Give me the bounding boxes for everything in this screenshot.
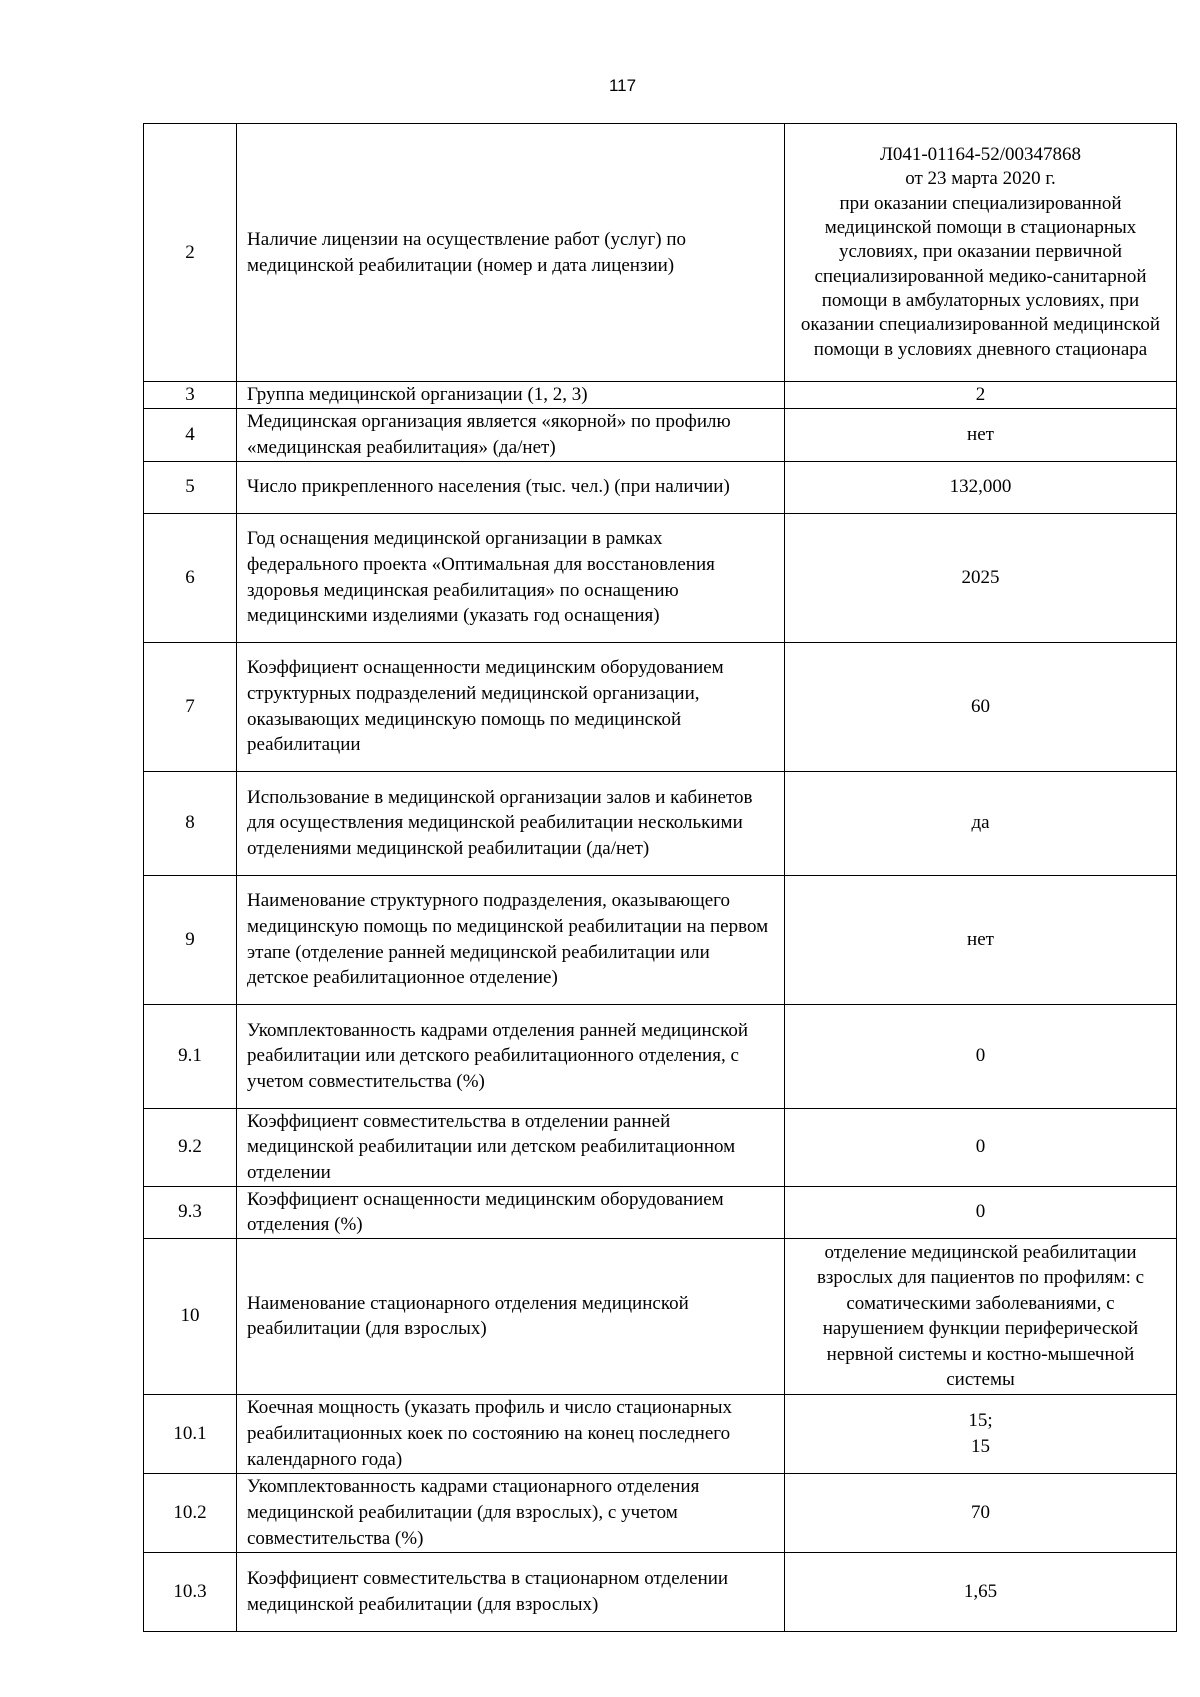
row-number: 10.1 bbox=[144, 1394, 237, 1473]
table-row bbox=[144, 1004, 1177, 1108]
row-value: 1,65 bbox=[785, 1552, 1177, 1631]
row-label: Группа медицинской организации (1, 2, 3) bbox=[237, 382, 785, 409]
row-value: 15; 15 bbox=[785, 1394, 1177, 1473]
row-label: Коэффициент оснащенности медицинским оборудованием структурных подразделений медицинской организации, оказывающих медицинскую помощь по медицинской реабилитации bbox=[237, 642, 785, 771]
row-number: 7 bbox=[144, 642, 237, 771]
row-number: 9.2 bbox=[144, 1108, 237, 1186]
row-number: 2 bbox=[144, 124, 237, 382]
table-row bbox=[144, 1552, 1177, 1631]
page-number: 117 bbox=[608, 76, 637, 95]
table-row bbox=[144, 875, 1177, 1004]
row-label: Год оснащения медицинской организации в рамках федерального проекта «Оптимальная для восстановления здоровья медицинская реабилитация» по оснащению медицинскими изделиями (указать год оснащения) bbox=[237, 513, 785, 642]
row-label: Коечная мощность (указать профиль и число стационарных реабилитационных коек по состоянию на конец последнего календарного года) bbox=[237, 1394, 785, 1473]
row-number: 10.2 bbox=[144, 1473, 237, 1552]
row-value: 0 bbox=[785, 1004, 1177, 1108]
row-number: 4 bbox=[144, 408, 237, 461]
row-value: отделение медицинской реабилитации взрослых для пациентов по профилям: с соматическими заболеваниями, с нарушением функции периферической нервной системы и костно-мышечной системы bbox=[785, 1238, 1177, 1394]
row-label: Число прикрепленного населения (тыс. чел.) (при наличии) bbox=[237, 461, 785, 513]
row-number: 3 bbox=[144, 382, 237, 409]
table-row bbox=[144, 1473, 1177, 1552]
table-row bbox=[144, 642, 1177, 771]
table-row bbox=[144, 408, 1177, 461]
row-value: нет bbox=[785, 875, 1177, 1004]
row-label: Укомплектованность кадрами стационарного отделения медицинской реабилитации (для взрослых), с учетом совместительства (%) bbox=[237, 1473, 785, 1552]
indicators-table bbox=[143, 123, 1177, 1632]
row-number: 8 bbox=[144, 771, 237, 875]
row-value: 60 bbox=[785, 642, 1177, 771]
row-number: 9.3 bbox=[144, 1186, 237, 1238]
row-value: 2 bbox=[785, 382, 1177, 409]
row-value: нет bbox=[785, 408, 1177, 461]
row-label: Наименование структурного подразделения, оказывающего медицинскую помощь по медицинской реабилитации на первом этапе (отделение ранней медицинской реабилитации или детское реабилитационное отделение) bbox=[237, 875, 785, 1004]
row-number: 10 bbox=[144, 1238, 237, 1394]
row-label: Коэффициент совместительства в отделении ранней медицинской реабилитации или детском реабилитационном отделении bbox=[237, 1108, 785, 1186]
row-label: Коэффициент оснащенности медицинским оборудованием отделения (%) bbox=[237, 1186, 785, 1238]
row-number: 6 bbox=[144, 513, 237, 642]
table-row bbox=[144, 1186, 1177, 1238]
table-row bbox=[144, 461, 1177, 513]
row-number: 9 bbox=[144, 875, 237, 1004]
row-value: 132,000 bbox=[785, 461, 1177, 513]
row-value: да bbox=[785, 771, 1177, 875]
row-label: Использование в медицинской организации залов и кабинетов для осуществления медицинской реабилитации несколькими отделениями медицинской реабилитации (да/нет) bbox=[237, 771, 785, 875]
table-row bbox=[144, 124, 1177, 382]
table-row bbox=[144, 1238, 1177, 1394]
row-label: Наличие лицензии на осуществление работ (услуг) по медицинской реабилитации (номер и дата лицензии) bbox=[237, 124, 785, 382]
row-value: 0 bbox=[785, 1108, 1177, 1186]
row-value: Л041-01164-52/00347868 от 23 марта 2020 г. при оказании специализированной медицинской помощи в стационарных условиях, при оказании первичной специализированной медико-санитарной помощи в амбулаторных условиях, при оказании специализированной медицинской помощи в условиях дневного стационара bbox=[785, 124, 1177, 382]
row-label: Укомплектованность кадрами отделения ранней медицинской реабилитации или детского реабилитационного отделения, с учетом совместительства (%) bbox=[237, 1004, 785, 1108]
row-label: Коэффициент совместительства в стационарном отделении медицинской реабилитации (для взрослых) bbox=[237, 1552, 785, 1631]
row-number: 10.3 bbox=[144, 1552, 237, 1631]
table-row bbox=[144, 771, 1177, 875]
table-row bbox=[144, 382, 1177, 409]
table-row bbox=[144, 1394, 1177, 1473]
row-value: 70 bbox=[785, 1473, 1177, 1552]
row-label: Медицинская организация является «якорной» по профилю «медицинская реабилитация» (да/нет) bbox=[237, 408, 785, 461]
row-number: 9.1 bbox=[144, 1004, 237, 1108]
row-value: 2025 bbox=[785, 513, 1177, 642]
row-number: 5 bbox=[144, 461, 237, 513]
table-row bbox=[144, 1108, 1177, 1186]
row-label: Наименование стационарного отделения медицинской реабилитации (для взрослых) bbox=[237, 1238, 785, 1394]
row-value: 0 bbox=[785, 1186, 1177, 1238]
table-row bbox=[144, 513, 1177, 642]
